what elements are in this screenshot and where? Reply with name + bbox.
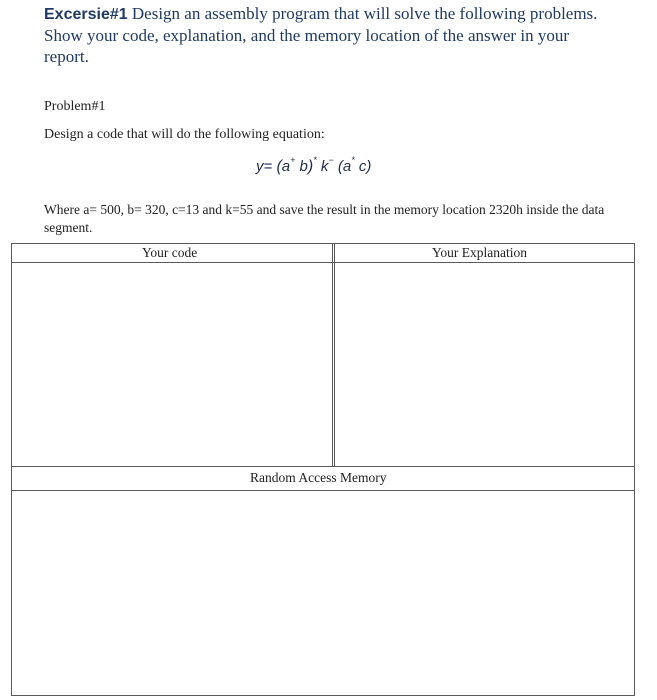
eq-c: c (358, 158, 367, 175)
exercise-description: Design an assembly program that will solve the following problems. Show your code, explanation, and the memory location of the answer in your report. (44, 4, 598, 66)
ram-label: Random Access Memory (250, 470, 387, 485)
eq-a1: a (281, 158, 291, 175)
column-divider (332, 244, 333, 466)
exercise-label: Excersie#1 (44, 6, 128, 23)
table-header-row (12, 244, 634, 263)
column-divider-double (334, 244, 335, 466)
problem-title: Problem#1 (44, 99, 106, 114)
equation (256, 157, 371, 176)
eq-star-2: * (351, 155, 355, 165)
column-header-code: Your code (142, 245, 198, 260)
exercise-header (44, 3, 604, 67)
eq-a2: a (342, 158, 352, 175)
eq-b: b (299, 158, 308, 175)
eq-y: y (256, 158, 264, 175)
code-explanation-table (11, 243, 635, 467)
eq-open-paren: ( (276, 158, 282, 175)
ram-header-row (11, 466, 635, 491)
eq-close-paren: ) (307, 158, 314, 175)
eq-star-1: * (313, 155, 317, 165)
column-header-explanation: Your Explanation (432, 245, 528, 260)
problem-instruction: Design a code that will do the following equation: (44, 127, 325, 142)
ram-content-area (11, 490, 635, 696)
eq-plus: + (290, 155, 296, 165)
eq-open-paren-2: ( (337, 158, 343, 175)
eq-close-paren-2: ) (366, 158, 372, 175)
where-text: Where a= 500, b= 320, c=13 and k=55 and save the result in the memory location 2320h inside the data segment. (44, 202, 605, 235)
eq-equals: = (263, 158, 273, 175)
eq-k: k (320, 158, 329, 175)
eq-minus: − (328, 155, 334, 165)
